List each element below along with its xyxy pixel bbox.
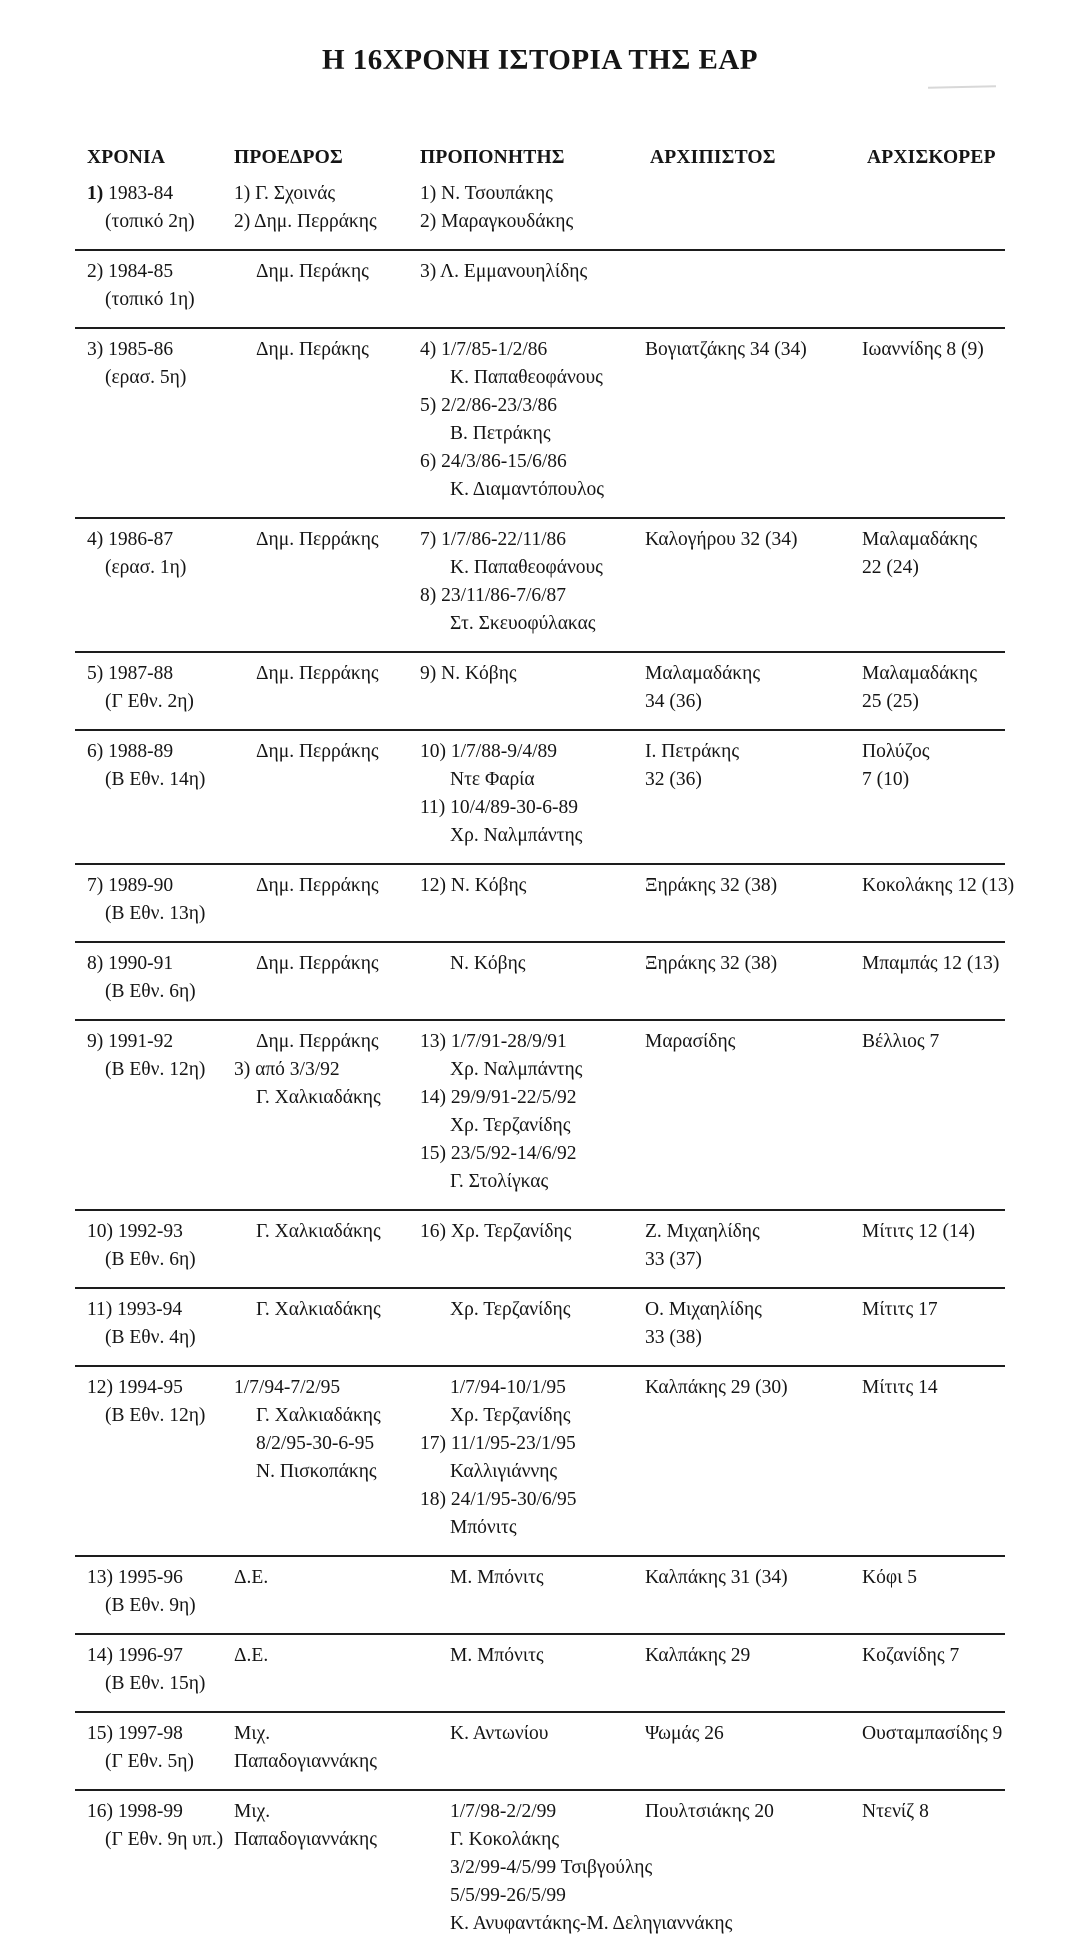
cell-archipistos: [636, 1798, 851, 1938]
cell-archipistos: [636, 950, 851, 1006]
cell-president: [220, 258, 406, 314]
text-line: Ζ. Μιχαηλίδης: [645, 1221, 760, 1242]
cell-years: [75, 1642, 220, 1698]
scan-artifact: [928, 85, 996, 88]
text-line: 4) 1/7/85-1/2/86: [420, 339, 548, 360]
table-row: [75, 1557, 1005, 1635]
text-line: 15) 1997-98: [87, 1723, 183, 1744]
table-row: [75, 731, 1005, 865]
text-line: (Β Εθν. 13η): [105, 903, 206, 924]
text-line: Γ. Στολίγκας: [450, 1171, 549, 1192]
cell-coach: [406, 336, 636, 504]
cell-archipistos: [636, 258, 851, 314]
text-line: 12) 1994-95: [87, 1377, 183, 1398]
text-line: 11) 10/4/89-30-6-89: [420, 797, 578, 818]
text-line: 5) 2/2/86-23/3/86: [420, 395, 558, 416]
text-line: Μαλαμαδάκης: [862, 529, 978, 550]
cell-president: [220, 1642, 406, 1698]
text-line: 16) 1998-99: [87, 1801, 183, 1822]
text-line: Μ. Μπόνιτς: [450, 1645, 544, 1666]
text-line: Μιχ.: [234, 1801, 271, 1822]
text-line: (Β Εθν. 6η): [105, 1249, 196, 1270]
text-line: Ο. Μιχαηλίδης: [645, 1299, 762, 1320]
text-line: 3) Λ. Εμμανουηλίδης: [420, 261, 588, 282]
text-line: Χρ. Τερζανίδης: [450, 1405, 571, 1426]
text-line: Ν. Κόβης: [450, 953, 526, 974]
table-row: [75, 1367, 1005, 1557]
cell-years: [75, 738, 220, 850]
cell-archiskorer: [851, 1218, 1005, 1274]
text-line: Κόφι 5: [862, 1567, 917, 1588]
cell-archipistos: [636, 872, 851, 928]
cell-coach: [406, 950, 636, 1006]
cell-archipistos: [636, 336, 851, 504]
text-line: (Γ Εθν. 9η υπ.): [105, 1829, 224, 1850]
cell-archiskorer: [851, 1028, 1005, 1196]
column-header-archiskorer: ΑΡΧΙΣΚΟΡΕΡ: [867, 147, 996, 168]
text-line: Παπαδογιαννάκης: [234, 1751, 377, 1772]
text-line: (Γ Εθν. 5η): [105, 1751, 194, 1772]
cell-president: [220, 1564, 406, 1620]
cell-coach: [406, 1218, 636, 1274]
text-line: 18) 24/1/95-30/6/95: [420, 1489, 577, 1510]
cell-archiskorer: [851, 1296, 1005, 1352]
text-line: Ουσταμπασίδης 9: [862, 1723, 1003, 1744]
cell-archipistos: [636, 180, 851, 236]
text-line: 10) 1992-93: [87, 1221, 183, 1242]
cell-years: [75, 336, 220, 504]
text-line: 1/7/94-10/1/95: [450, 1377, 566, 1398]
text-line: 7 (10): [862, 769, 910, 790]
text-line: Ι. Πετράκης: [645, 741, 740, 762]
text-line: 13) 1/7/91-28/9/91: [420, 1031, 567, 1052]
column-header-coach: ΠΡΟΠΟΝΗΤΗΣ: [420, 147, 565, 168]
cell-president: [220, 1798, 406, 1938]
text-line: Πουλτσιάκης 20: [645, 1801, 774, 1822]
text-line: 7) 1989-90: [87, 875, 174, 896]
cell-archipistos: [636, 1028, 851, 1196]
text-line: Ν. Πισκοπάκης: [256, 1461, 377, 1482]
text-line: Μίτιτς 17: [862, 1299, 938, 1320]
cell-archipistos: [636, 660, 851, 716]
text-line: 4) 1986-87: [87, 529, 174, 550]
text-line: 17) 11/1/95-23/1/95: [420, 1433, 576, 1454]
text-line: 14) 29/9/91-22/5/92: [420, 1087, 577, 1108]
text-line: 14) 1996-97: [87, 1645, 183, 1666]
text-line: Κ. Διαμαντόπουλος: [450, 479, 605, 500]
cell-archiskorer: [851, 526, 1005, 638]
cell-years: [75, 950, 220, 1006]
text-line: 22 (24): [862, 557, 919, 578]
cell-years: [75, 872, 220, 928]
text-line: 25 (25): [862, 691, 919, 712]
text-line: 1) Ν. Τσουπάκης: [420, 183, 553, 204]
cell-years: [75, 1720, 220, 1776]
text-line: 6) 24/3/86-15/6/86: [420, 451, 567, 472]
text-line: (Β Εθν. 15η): [105, 1673, 206, 1694]
text-line: Κ. Ανυφαντάκης-Μ. Δεληγιαννάκης: [450, 1913, 733, 1934]
table-row: [75, 653, 1005, 731]
cell-archipistos: [636, 1296, 851, 1352]
text-line: Ξηράκης 32 (38): [645, 953, 778, 974]
text-line: Παπαδογιαννάκης: [234, 1829, 377, 1850]
text-line: 33 (38): [645, 1327, 702, 1348]
cell-coach: [406, 1374, 636, 1542]
table-row: [75, 865, 1015, 943]
cell-archiskorer: [851, 180, 1005, 236]
text-line: Μ. Μπόνιτς: [450, 1567, 544, 1588]
cell-coach: [406, 1028, 636, 1196]
text-line: 16) Χρ. Τερζανίδης: [420, 1221, 572, 1242]
text-line: Γ. Χαλκιαδάκης: [256, 1087, 381, 1108]
cell-archipistos: [636, 1564, 851, 1620]
text-line: Μαλαμαδάκης: [645, 663, 761, 684]
text-line: Χρ. Ναλμπάντης: [450, 1059, 583, 1080]
cell-archiskorer: [851, 660, 1005, 716]
text-line: Βέλλιος 7: [862, 1031, 940, 1052]
text-line: Πολύζος: [862, 741, 930, 762]
cell-president: [220, 1296, 406, 1352]
text-line: (Β Εθν. 12η): [105, 1405, 206, 1426]
cell-president: [220, 660, 406, 716]
text-line: Χρ. Ναλμπάντης: [450, 825, 583, 846]
cell-coach: [406, 872, 636, 928]
text-line: (Β Εθν. 14η): [105, 769, 206, 790]
table-body: [75, 173, 1015, 1951]
cell-archipistos: [636, 1374, 851, 1542]
text-line: Δημ. Περράκης: [256, 875, 379, 896]
text-line: Βογιατζάκης 34 (34): [645, 339, 807, 360]
text-line: 5/5/99-26/5/99: [450, 1885, 566, 1906]
text-line: (τοπικό 2η): [105, 211, 195, 232]
cell-president: [220, 180, 406, 236]
cell-archiskorer: [851, 1374, 1005, 1542]
text-line: Κ. Παπαθεοφάνους: [450, 557, 603, 578]
text-line: Γ. Χαλκιαδάκης: [256, 1405, 381, 1426]
text-line: Γ. Χαλκιαδάκης: [256, 1299, 381, 1320]
cell-archipistos: [636, 738, 851, 850]
table-row: [75, 1211, 1005, 1289]
cell-years: [75, 1296, 220, 1352]
cell-archipistos: [636, 1720, 851, 1776]
text-line: 8) 1990-91: [87, 953, 174, 974]
text-line: 13) 1995-96: [87, 1567, 183, 1588]
cell-president: [220, 1720, 406, 1776]
cell-coach: [406, 526, 636, 638]
text-line: Β. Πετράκης: [450, 423, 551, 444]
text-line: Στ. Σκευοφύλακας: [450, 613, 596, 634]
text-line: 8) 23/11/86-7/6/87: [420, 585, 567, 606]
column-header-years: ΧΡΟΝΙΑ: [87, 147, 166, 168]
table-row: [75, 329, 1005, 519]
cell-president: [220, 526, 406, 638]
cell-archiskorer: [851, 738, 1005, 850]
text-line: Ιωαννίδης 8 (9): [862, 339, 984, 360]
text-line: 7) 1/7/86-22/11/86: [420, 529, 567, 550]
cell-president: [220, 950, 406, 1006]
cell-coach: [406, 1642, 636, 1698]
table-row: [75, 251, 1005, 329]
table-row: [75, 1713, 1005, 1791]
table-row: [75, 519, 1005, 653]
cell-president: [220, 336, 406, 504]
cell-years: [75, 1564, 220, 1620]
page-title: Η 16ΧΡΟΝΗ ΙΣΤΟΡΙΑ ΤΗΣ ΕΑΡ: [321, 44, 759, 76]
text-line: Δημ. Περράκης: [256, 953, 379, 974]
cell-coach: [406, 1564, 636, 1620]
text-line: 10) 1/7/88-9/4/89: [420, 741, 558, 762]
cell-archipistos: [636, 1218, 851, 1274]
cell-archiskorer: [851, 1720, 1005, 1776]
text-line: Μπαμπάς 12 (13): [862, 953, 1000, 974]
history-table: [75, 144, 1015, 1951]
text-line: (Β Εθν. 12η): [105, 1059, 206, 1080]
cell-archiskorer: [851, 1642, 1005, 1698]
cell-coach: [406, 258, 636, 314]
column-header-archipistos: ΑΡΧΙΠΙΣΤΟΣ: [650, 147, 776, 168]
text-line: Δημ. Περράκης: [256, 529, 379, 550]
text-line: 3/2/99-4/5/99 Τσιβγούλης: [450, 1857, 653, 1878]
text-line: 33 (37): [645, 1249, 702, 1270]
text-line: 32 (36): [645, 769, 702, 790]
cell-archipistos: [636, 526, 851, 638]
cell-coach: [406, 1720, 636, 1776]
text-line: 12) Ν. Κόβης: [420, 875, 527, 896]
text-line: 1/7/98-2/2/99: [450, 1801, 557, 1822]
text-line: Ψωμάς 26: [645, 1723, 724, 1744]
text-line: 5) 1987-88: [87, 663, 174, 684]
text-line: 9) Ν. Κόβης: [420, 663, 517, 684]
cell-archiskorer: [851, 950, 1005, 1006]
text-line: Δημ. Περράκης: [256, 1031, 379, 1052]
text-line: 2) Δημ. Περράκης: [234, 211, 377, 232]
column-header-president: ΠΡΟΕΔΡΟΣ: [234, 147, 343, 168]
text-line: Δημ. Περράκης: [256, 741, 379, 762]
cell-coach: [406, 660, 636, 716]
table-row: [75, 1021, 1005, 1211]
text-line: 2) Μαραγκουδάκης: [420, 211, 574, 232]
cell-years: [75, 1028, 220, 1196]
text-line: 1) 1983-84: [87, 183, 174, 204]
text-line: Καλλιγιάννης: [450, 1461, 558, 1482]
text-line: Κ. Αντωνίου: [450, 1723, 549, 1744]
table-row: [75, 943, 1005, 1021]
text-line: (Β Εθν. 4η): [105, 1327, 196, 1348]
text-line: Δημ. Περράκης: [256, 663, 379, 684]
cell-coach: [406, 1296, 636, 1352]
text-line: Χρ. Τερζανίδης: [450, 1299, 571, 1320]
text-line: Ξηράκης 32 (38): [645, 875, 778, 896]
text-line: (Β Εθν. 9η): [105, 1595, 196, 1616]
cell-years: [75, 526, 220, 638]
text-line: 2) 1984-85: [87, 261, 174, 282]
text-line: 6) 1988-89: [87, 741, 174, 762]
cell-years: [75, 258, 220, 314]
text-line: Κοκολάκης 12 (13): [862, 875, 1015, 896]
text-line: 9) 1991-92: [87, 1031, 174, 1052]
text-line: Γ. Χαλκιαδάκης: [256, 1221, 381, 1242]
row-number-bold: 1): [87, 183, 109, 204]
text-line: Δ.Ε.: [234, 1645, 269, 1666]
text-line: 8/2/95-30-6-95: [256, 1433, 375, 1454]
table-row: [75, 1791, 1005, 1951]
text-line: Δ.Ε.: [234, 1567, 269, 1588]
text-line: Μαρασίδης: [645, 1031, 736, 1052]
text-line: 34 (36): [645, 691, 702, 712]
table-row: [75, 173, 1005, 251]
cell-president: [220, 1218, 406, 1274]
text-line: Ντε Φαρία: [450, 769, 535, 790]
text-line: Ντενίζ 8: [862, 1801, 929, 1822]
cell-archiskorer: [851, 336, 1005, 504]
cell-archiskorer: [851, 258, 1005, 314]
cell-archipistos: [636, 1642, 851, 1698]
text-line: Καλπάκης 29 (30): [645, 1377, 788, 1398]
text-line: Μαλαμαδάκης: [862, 663, 978, 684]
text-line: Δημ. Περάκης: [256, 339, 369, 360]
text-line: 15) 23/5/92-14/6/92: [420, 1143, 577, 1164]
cell-years: [75, 660, 220, 716]
cell-president: [220, 872, 406, 928]
text-line: Κ. Παπαθεοφάνους: [450, 367, 603, 388]
text-line: Καλπάκης 31 (34): [645, 1567, 788, 1588]
text-line: 3) 1985-86: [87, 339, 174, 360]
cell-years: [75, 1798, 224, 1938]
cell-years: [75, 1218, 220, 1274]
cell-coach: [406, 738, 636, 850]
text-line: Μίτιτς 14: [862, 1377, 938, 1398]
text-line: Δημ. Περάκης: [256, 261, 369, 282]
cell-president: [220, 1374, 406, 1542]
text-line: Μίτιτς 12 (14): [862, 1221, 975, 1242]
text-line: (ερασ. 5η): [105, 367, 187, 388]
cell-archiskorer: [851, 1564, 1005, 1620]
cell-president: [220, 1028, 406, 1196]
text-line: (Γ Εθν. 2η): [105, 691, 194, 712]
text-line: (Β Εθν. 6η): [105, 981, 196, 1002]
text-line: Χρ. Τερζανίδης: [450, 1115, 571, 1136]
text-line: (ερασ. 1η): [105, 557, 187, 578]
text-line: Μπόνιτς: [450, 1517, 517, 1538]
table-row: [75, 1289, 1005, 1367]
text-line: Καλογήρου 32 (34): [645, 529, 798, 550]
text-line: 11) 1993-94: [87, 1299, 183, 1320]
text-line: 1) Γ. Σχοινάς: [234, 183, 336, 204]
cell-archiskorer: [851, 872, 1014, 928]
cell-years: [75, 1374, 220, 1542]
text-line: Μιχ.: [234, 1723, 271, 1744]
text-line: 3) από 3/3/92: [234, 1059, 340, 1080]
text-line: Κοζανίδης 7: [862, 1645, 960, 1666]
cell-president: [220, 738, 406, 850]
text-line: Καλπάκης 29: [645, 1645, 751, 1666]
text-line: (τοπικό 1η): [105, 289, 195, 310]
table-row: [75, 1635, 1005, 1713]
cell-coach: [406, 180, 636, 236]
text-line: Γ. Κοκολάκης: [450, 1829, 560, 1850]
cell-years: [75, 180, 220, 236]
text-line: 1/7/94-7/2/95: [234, 1377, 341, 1398]
table-header-row: [75, 144, 1005, 173]
cell-archiskorer: [851, 1798, 1005, 1938]
